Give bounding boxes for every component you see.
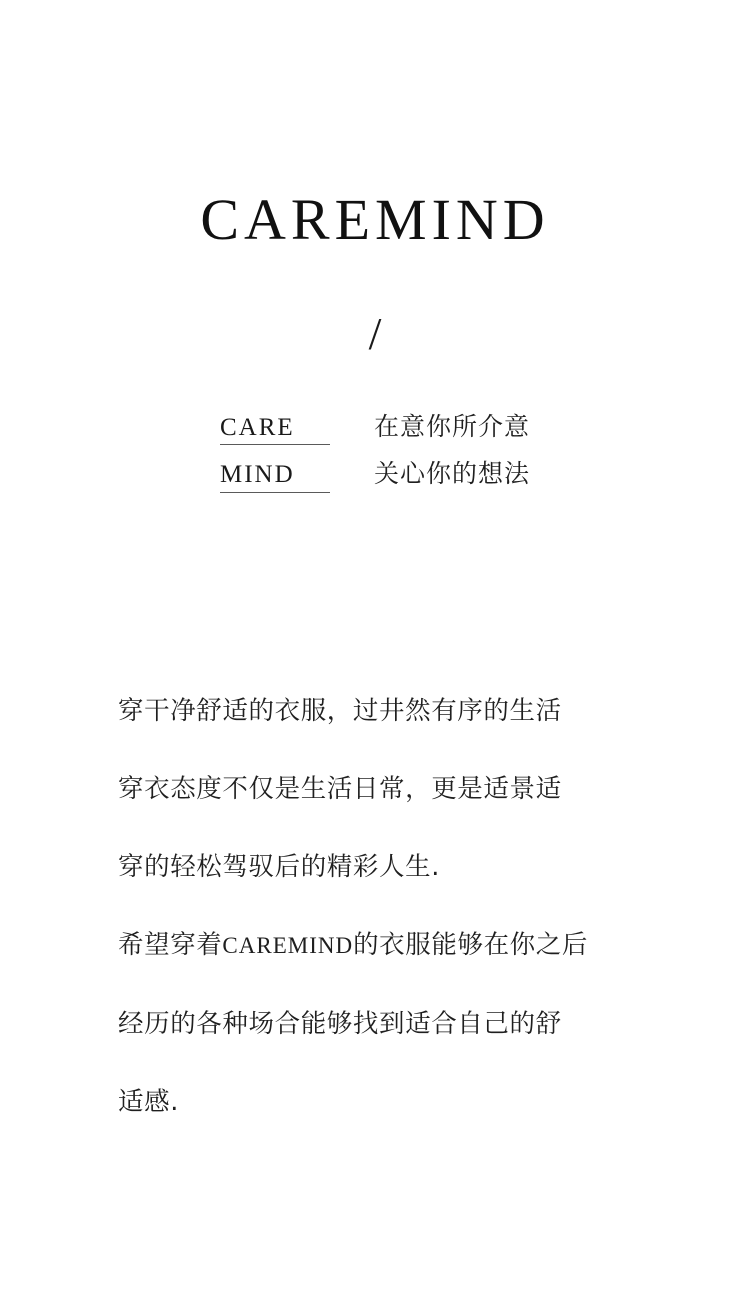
tagline-en-care: CARE: [220, 415, 330, 445]
tagline-row: [220, 414, 530, 445]
body-brand-prefix: 希望穿着: [118, 930, 223, 960]
brand-wordmark: CAREMIND: [200, 187, 550, 252]
body-line: 适感.: [118, 1087, 179, 1117]
body-line-with-brand: [118, 906, 638, 985]
tagline-cn-mind: 关心你的想法: [373, 459, 530, 489]
slash-divider: /: [368, 308, 382, 359]
body-line: 穿衣态度不仅是生活日常，更是适景适: [118, 774, 562, 804]
tagline-row: [220, 461, 530, 492]
body-copy: [118, 672, 638, 1141]
body-brand-suffix: 的衣服能够在你之后: [353, 930, 588, 960]
tagline-cn-care: 在意你所介意: [373, 412, 530, 441]
body-line: 经历的各种场合能够找到适合自己的舒: [118, 1009, 562, 1039]
tagline-en-mind: MIND: [220, 462, 330, 492]
tagline-block: [0, 414, 750, 493]
body-inline-brand: CAREMIND: [222, 933, 354, 958]
body-line: 穿的轻松驾驭后的精彩人生.: [118, 852, 440, 882]
body-line: 穿干净舒适的衣服，过井然有序的生活: [118, 696, 562, 726]
